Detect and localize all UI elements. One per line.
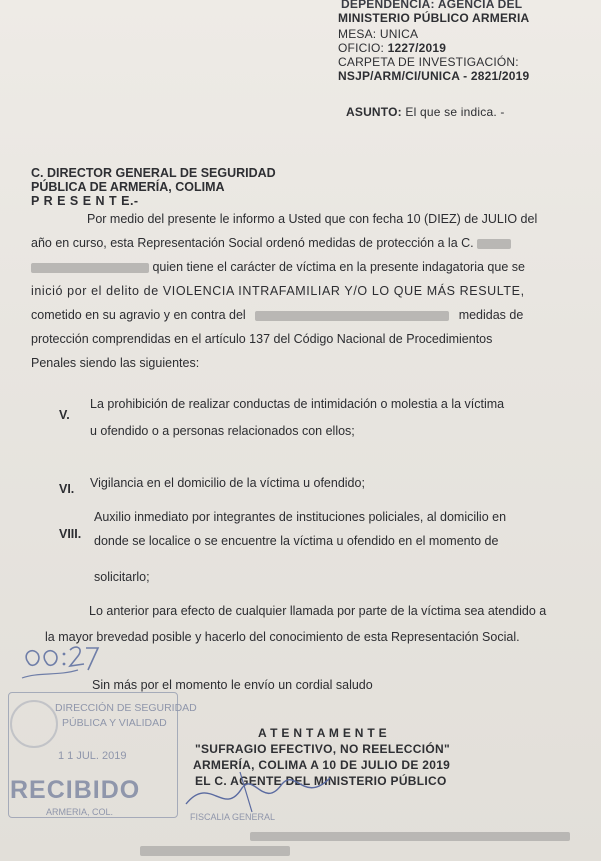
body-p1-line5a: cometido en su agravio y en contra del — [31, 308, 246, 322]
body-p1-line5 — [31, 308, 523, 323]
item-v-line2: u ofendido o a personas relacionados con ellos; — [90, 424, 355, 438]
stamp-date: 1 1 JUL. 2019 — [58, 750, 127, 762]
body-p1-line7: Penales siendo las siguientes: — [31, 356, 200, 370]
header-mesa: MESA: UNICA — [338, 27, 419, 41]
recipient-line3: P R E S E N T E.- — [31, 194, 139, 208]
item-vi-number: VI. — [59, 482, 75, 496]
body-p1-line2-text: año en curso, esta Representación Social ordenó medidas de protección a la C. — [31, 236, 474, 250]
seal-icon — [10, 700, 58, 748]
redaction-bar — [31, 263, 149, 273]
redaction-bar — [255, 311, 449, 321]
item-v-number: V. — [59, 408, 70, 422]
redaction-bar — [250, 832, 570, 841]
header-ministerio: MINISTERIO PÚBLICO ARMERIA — [338, 11, 530, 25]
body-p1-line1: Por medio del presente le informo a Usted que con fecha 10 (DIEZ) de JULIO del — [87, 212, 538, 226]
item-viii-line2: donde se localice o se encuentre la víctima u ofendido en el momento de — [94, 534, 499, 548]
body-p1-line3 — [31, 260, 525, 275]
stamp-dependency-sub: PÚBLICA Y VIALIDAD — [62, 717, 167, 729]
header-oficio — [338, 41, 446, 56]
header-carpeta-num: NSJP/ARM/CI/UNICA - 2821/2019 — [338, 69, 530, 83]
item-vi-line1: Vigilancia en el domicilio de la víctima u ofendido; — [90, 476, 365, 490]
stamp-dependency: DIRECCIÓN DE SEGURIDAD — [55, 702, 197, 714]
stamp-fiscalia: FISCALIA GENERAL — [190, 812, 276, 822]
body-p2-line2: la mayor brevedad posible y hacerlo del conocimiento de esta Representación Social. — [45, 630, 520, 644]
redaction-bar — [477, 239, 511, 249]
header-asunto-label: ASUNTO: — [346, 105, 402, 119]
body-p2-line1: Lo anterior para efecto de cualquier llamada por parte de la víctima sea atendido a — [89, 604, 547, 618]
header-asunto — [346, 105, 505, 120]
header-oficio-value: 1227/2019 — [387, 41, 447, 55]
body-p1-line5b: medidas de — [458, 308, 524, 322]
header-carpeta: CARPETA DE INVESTIGACIÓN: — [338, 55, 519, 69]
body-p1-line3-text: quien tiene el carácter de víctima en la presente indagatoria que se — [152, 260, 525, 274]
closing-place-date: ARMERÍA, COLIMA A 10 DE JULIO DE 2019 — [193, 758, 451, 772]
stamp-recibido: RECIBIDO — [10, 776, 141, 804]
item-viii-line3: solicitarlo; — [94, 570, 150, 584]
item-v-line1: La prohibición de realizar conductas de intimidación o molestia a la víctima — [90, 397, 505, 411]
recipient-line1: C. DIRECTOR GENERAL DE SEGURIDAD — [31, 166, 276, 180]
header-asunto-text: El que se indica. - — [405, 105, 505, 119]
handwritten-time-note — [18, 640, 102, 684]
closing-motto: "SUFRAGIO EFECTIVO, NO REELECCIÓN" — [195, 742, 450, 756]
redaction-bar — [140, 846, 290, 856]
header-oficio-label: OFICIO: — [338, 41, 385, 55]
closing-signer: EL C. AGENTE DEL MINISTERIO PÚBLICO — [195, 774, 447, 788]
recipient-line2: PÚBLICA DE ARMERÍA, COLIMA — [31, 180, 225, 194]
body-p1-line4: inició por el delito de VIOLENCIA INTRAFAMILIAR Y/O LO QUE MÁS RESULTE, — [31, 284, 525, 298]
header-dependencia: DEPENDENCIA: AGENCIA DEL — [341, 0, 523, 11]
body-p1-line6: protección comprendidas en el artículo 137 del Código Nacional de Procedimientos — [31, 332, 493, 346]
farewell-line: Sin más por el momento le envío un cordial saludo — [92, 678, 373, 692]
item-viii-line1: Auxilio inmediato por integrantes de instituciones policiales, al domicilio en — [94, 510, 507, 524]
stamp-place: ARMERIA, COL. — [46, 807, 114, 817]
body-p1-line2 — [31, 236, 511, 251]
closing-atentamente: A T E N T A M E N T E — [258, 726, 387, 740]
item-viii-number: VIII. — [59, 527, 82, 541]
